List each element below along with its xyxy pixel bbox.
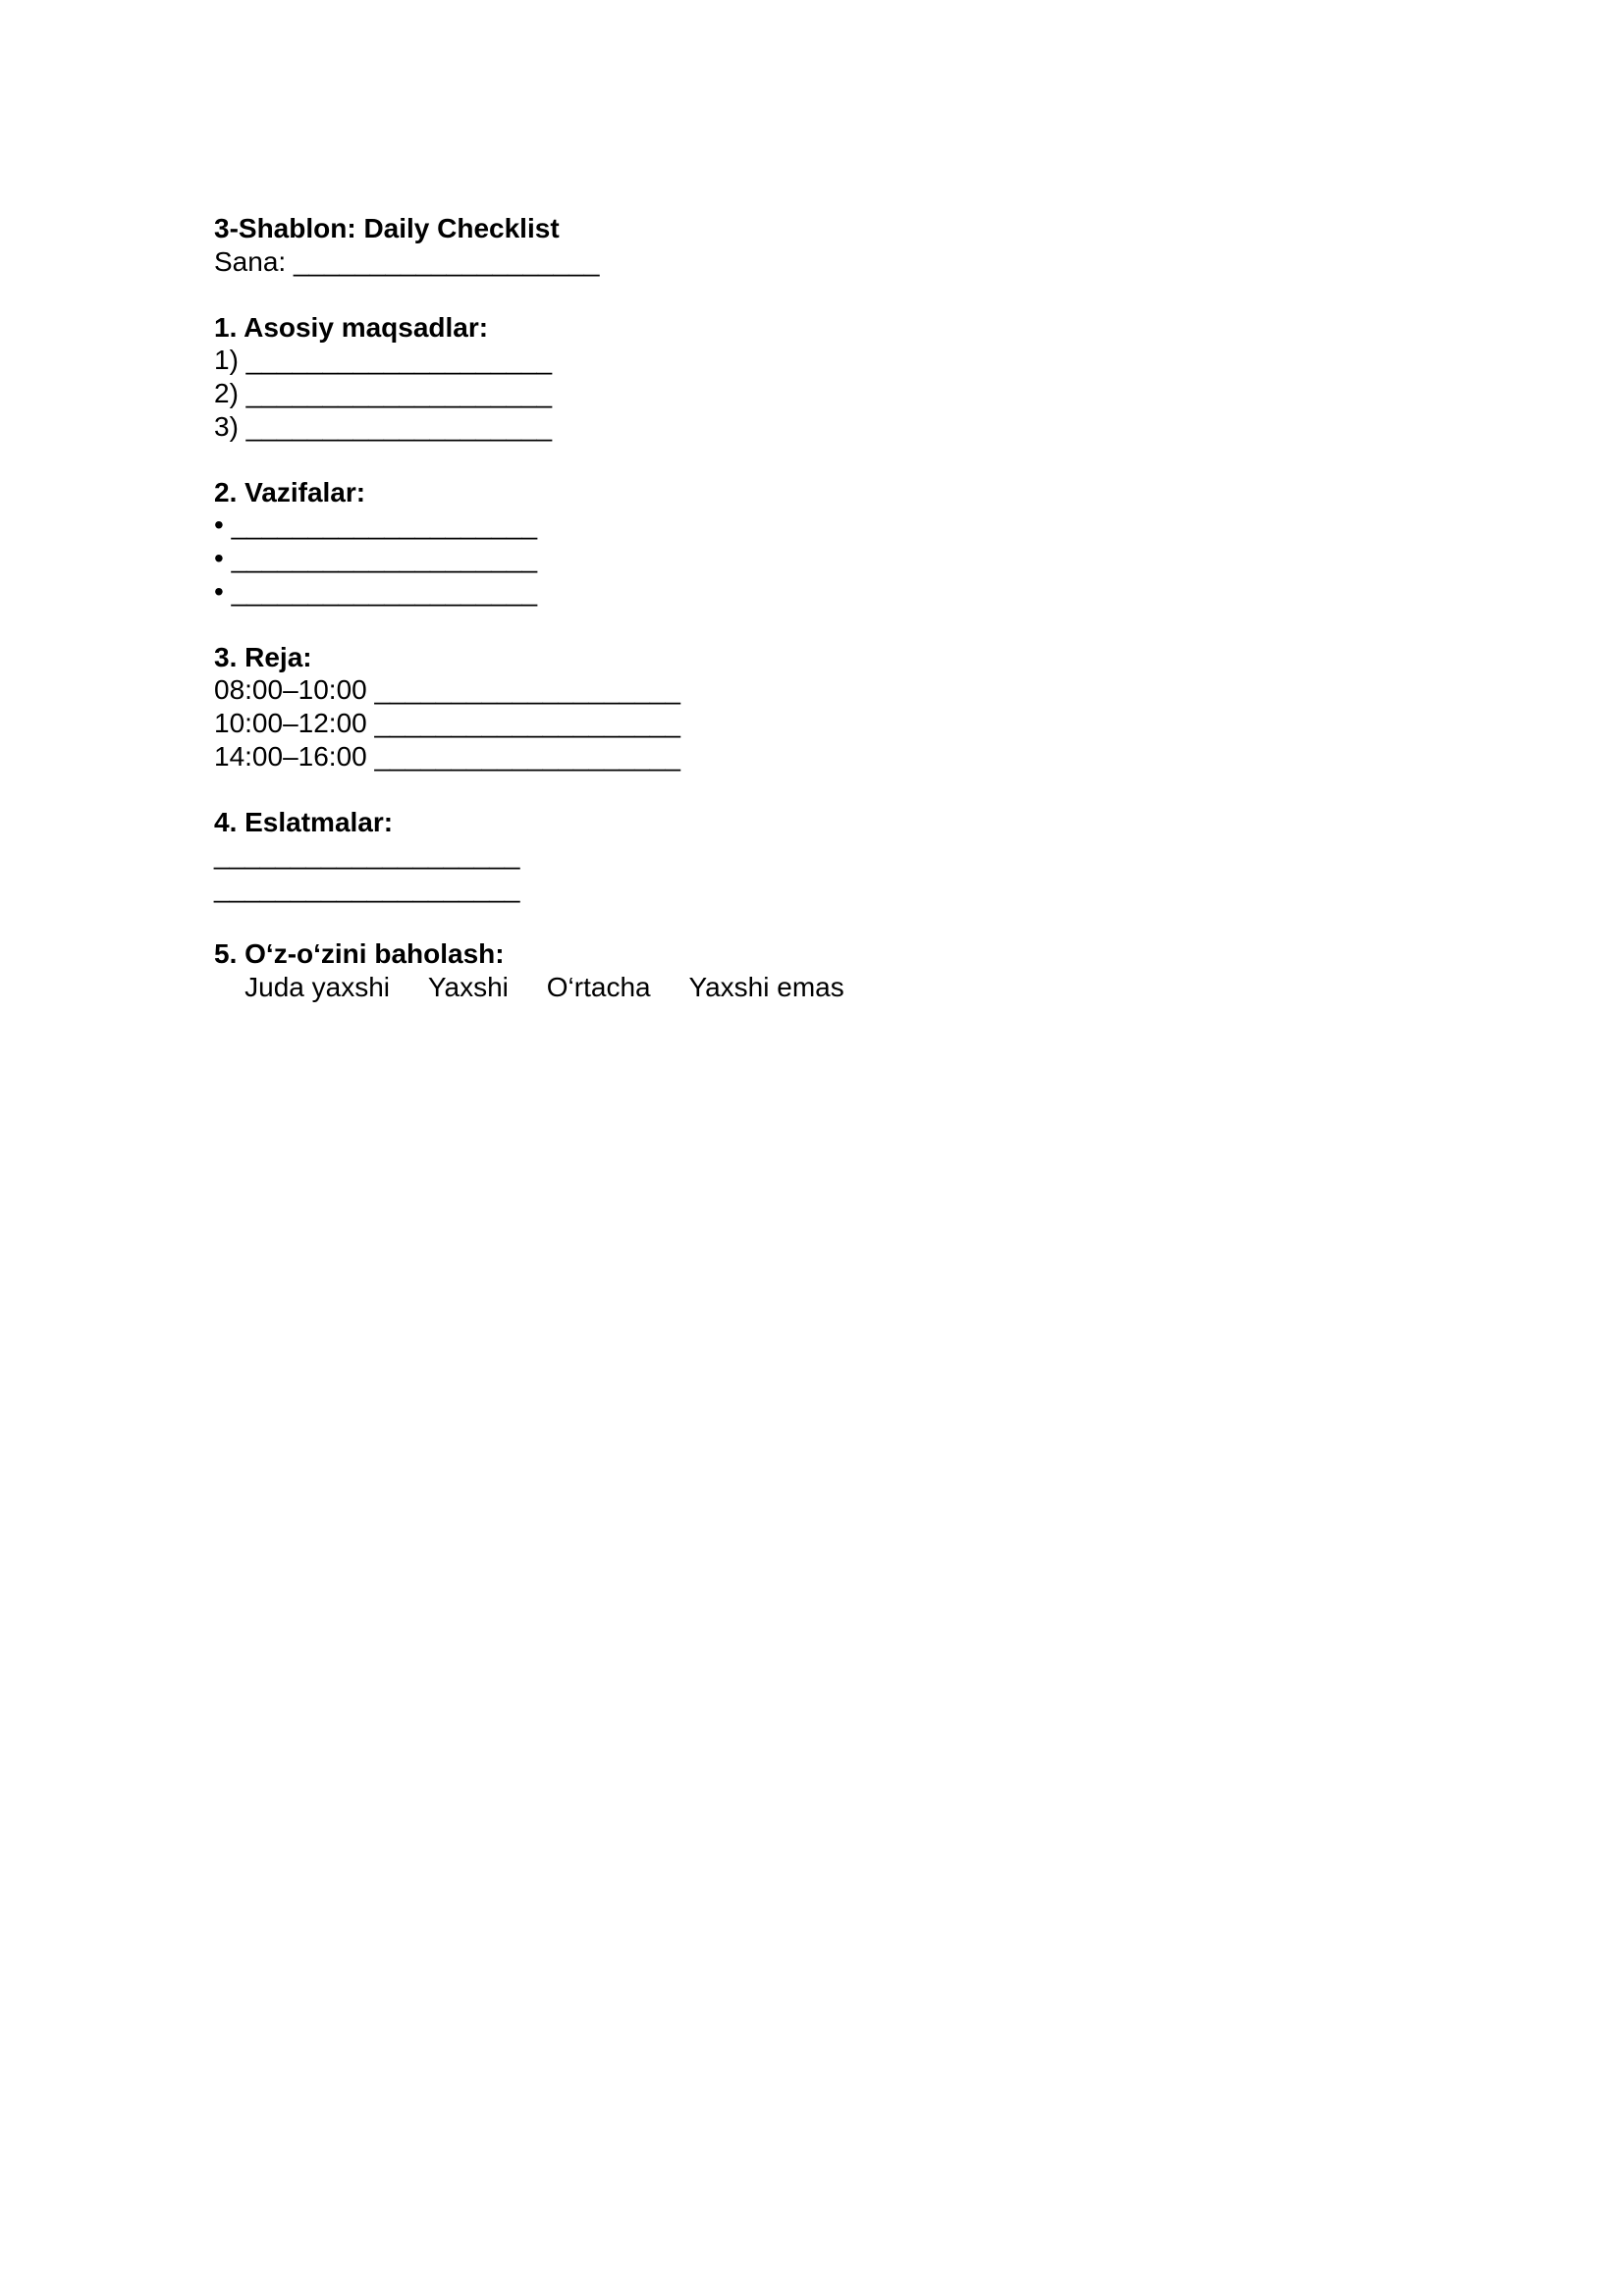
spacer — [214, 278, 1392, 311]
goal-item-1: 1) ____________________ — [214, 345, 553, 376]
goal-item-3: 3) ____________________ — [214, 410, 553, 442]
spacer — [214, 608, 1392, 641]
spacer — [214, 904, 1392, 937]
task-item-1: • ____________________ — [214, 509, 538, 541]
document-title: 3-Shablon: Daily Checklist — [214, 213, 560, 243]
spacer — [214, 443, 1392, 476]
rating-option-good: Yaxshi — [427, 971, 509, 1002]
self-assessment-heading: 5. O‘z-o‘zini baholash: — [214, 938, 505, 970]
task-item-2: • ____________________ — [214, 542, 538, 573]
rating-option-not-good: Yaxshi emas — [688, 971, 844, 1002]
plan-item-2: 10:00–12:00 ____________________ — [214, 707, 680, 738]
notes-heading: 4. Eslatmalar: — [214, 806, 394, 837]
note-line-2: ____________________ — [214, 872, 520, 903]
date-line: Sana: ____________________ — [214, 245, 600, 277]
spacer — [214, 773, 1392, 806]
rating-option-very-good: Juda yaxshi — [244, 971, 390, 1002]
plan-item-1: 08:00–10:00 ____________________ — [214, 674, 680, 706]
goal-item-2: 2) ____________________ — [214, 377, 553, 408]
rating-option-average: O‘rtacha — [546, 971, 651, 1002]
tasks-heading: 2. Vazifalar: — [214, 476, 366, 507]
goals-heading: 1. Asosiy maqsadlar: — [214, 311, 489, 343]
note-line-1: ____________________ — [214, 839, 520, 871]
plan-heading: 3. Reja: — [214, 641, 312, 672]
plan-item-3: 14:00–16:00 ____________________ — [214, 740, 680, 772]
task-item-3: • ____________________ — [214, 575, 538, 607]
checklist-document — [214, 212, 1392, 1003]
self-assessment-options — [214, 971, 1392, 1004]
